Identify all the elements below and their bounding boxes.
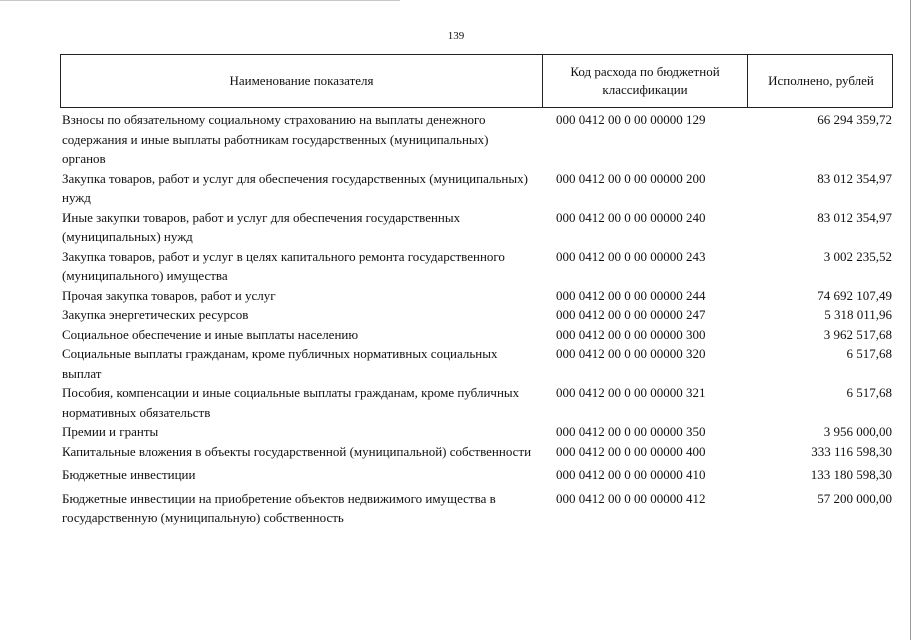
table-row	[62, 110, 912, 169]
row-amount: 5 318 011,96	[824, 307, 892, 322]
table-row	[62, 169, 892, 208]
row-code: 000 0412 00 0 00 00000 300	[556, 326, 706, 342]
table-header	[60, 54, 893, 108]
row-code: 000 0412 00 0 00 00000 412	[556, 490, 706, 506]
row-name: Закупка товаров, работ и услуг в целях капитального ремонта государственного (муниципального) имущества	[62, 248, 505, 283]
row-code: 000 0412 00 0 00 00000 321	[556, 385, 706, 400]
row-code: 000 0412 00 0 00 00000 244	[556, 287, 706, 303]
row-amount: 3 002 235,52	[823, 248, 892, 264]
row-amount: 333 116 598,30	[811, 443, 892, 459]
table-row	[62, 465, 892, 485]
row-code: 000 0412 00 0 00 00000 247	[556, 307, 706, 322]
table-row	[62, 208, 892, 247]
table-row	[62, 305, 892, 325]
row-code: 000 0412 00 0 00 00000 129	[556, 112, 706, 127]
row-name: Бюджетные инвестиции на приобретение объектов недвижимого имущества в государственную (муниципальную) собственность	[62, 490, 496, 525]
table-row	[62, 422, 892, 442]
table-row	[62, 344, 892, 383]
row-name: Социальные выплаты гражданам, кроме публичных нормативных социальных выплат	[62, 346, 498, 381]
row-amount: 74 692 107,49	[817, 287, 892, 303]
row-amount: 83 012 354,97	[817, 170, 892, 186]
row-name: Капитальные вложения в объекты государственной (муниципальной) собственности	[62, 443, 532, 459]
table-row	[62, 325, 892, 345]
row-code: 000 0412 00 0 00 00000 240	[556, 209, 706, 225]
row-name: Премии и гранты	[62, 424, 159, 439]
scan-edge	[0, 0, 400, 1]
row-name: Закупка товаров, работ и услуг для обеспечения государственных (муниципальных) нужд	[62, 170, 528, 205]
row-amount: 6 517,68	[846, 346, 892, 361]
scan-edge-right	[910, 0, 911, 640]
row-code: 000 0412 00 0 00 00000 320	[556, 346, 706, 361]
row-name: Пособия, компенсации и иные социальные выплаты гражданам, кроме публичных нормативных обязательств	[62, 385, 520, 420]
row-name: Закупка энергетических ресурсов	[62, 307, 249, 322]
row-name: Бюджетные инвестиции	[62, 467, 196, 482]
table-row	[62, 286, 892, 306]
page-number: 139	[447, 30, 465, 42]
row-code: 000 0412 00 0 00 00000 400	[556, 443, 706, 459]
row-code: 000 0412 00 0 00 00000 243	[556, 248, 706, 264]
table-row	[62, 489, 892, 528]
table-row	[62, 383, 892, 422]
row-code: 000 0412 00 0 00 00000 350	[556, 424, 706, 439]
header-code: Код расхода по бюджетной классификации	[542, 55, 747, 107]
row-code: 000 0412 00 0 00 00000 200	[556, 170, 706, 186]
row-amount: 3 956 000,00	[823, 424, 892, 439]
row-amount: 6 517,68	[846, 385, 892, 400]
header-name: Наименование показателя	[229, 73, 374, 88]
row-amount: 66 294 359,72	[817, 112, 892, 127]
row-name: Взносы по обязательному социальному страхованию на выплаты денежного содержания и иные выплаты работникам государственных (муниципальных) органов	[62, 112, 489, 166]
table-row	[62, 442, 892, 462]
row-amount: 133 180 598,30	[810, 467, 892, 482]
table-row	[62, 247, 892, 286]
row-name: Иные закупки товаров, работ и услуг для обеспечения государственных (муниципальных) нужд	[62, 209, 461, 244]
row-name: Социальное обеспечение и иные выплаты населению	[62, 326, 359, 342]
row-amount: 3 962 517,68	[823, 326, 892, 342]
row-code: 000 0412 00 0 00 00000 410	[556, 467, 706, 482]
row-amount: 57 200 000,00	[817, 490, 892, 506]
header-amount: Исполнено, рублей	[747, 55, 894, 107]
table-body	[62, 110, 892, 528]
row-amount: 83 012 354,97	[817, 209, 892, 225]
row-name: Прочая закупка товаров, работ и услуг	[62, 287, 276, 303]
